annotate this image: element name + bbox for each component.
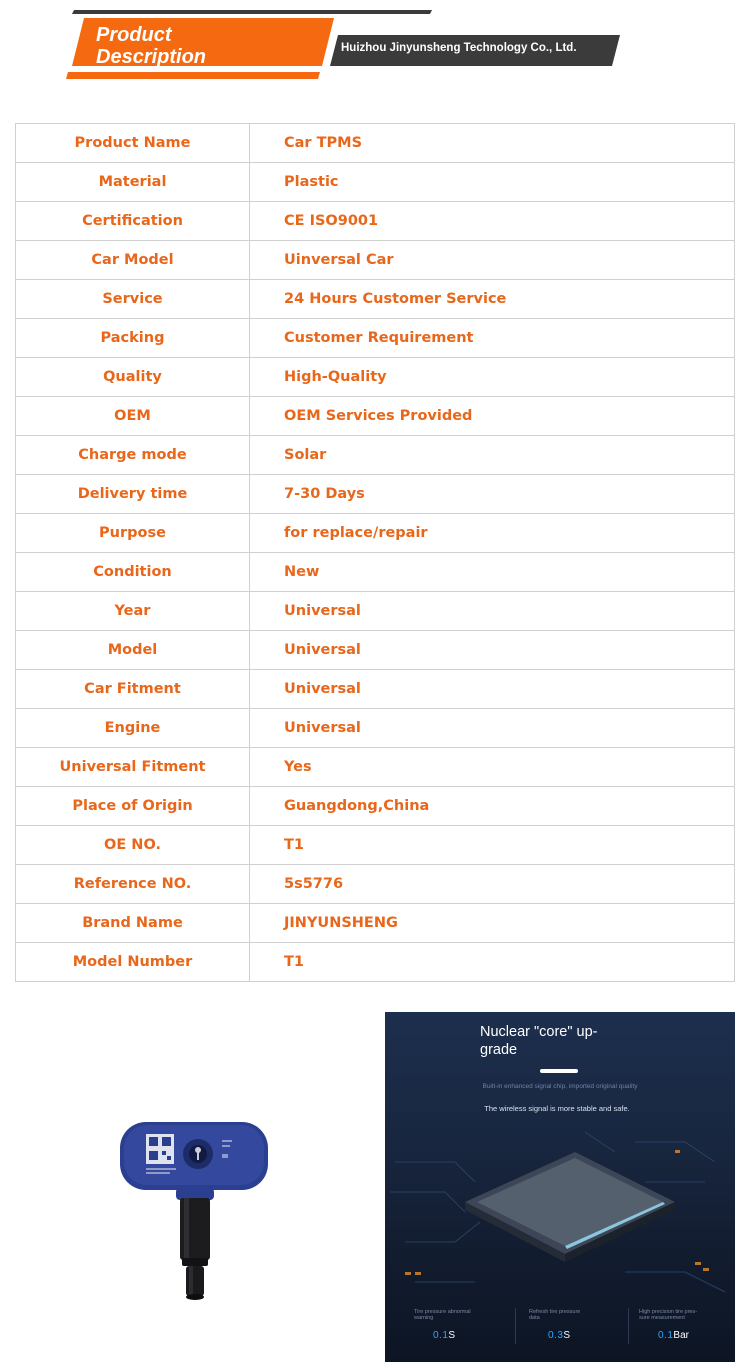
spec-table bbox=[15, 123, 735, 982]
spec-label: Reference NO. bbox=[16, 865, 250, 904]
table-row bbox=[16, 163, 735, 202]
spec-value: Plastic bbox=[250, 163, 735, 202]
stat-value bbox=[433, 1330, 455, 1341]
spec-value: Universal bbox=[250, 670, 735, 709]
stat-label-line1: Refresh tire pressure bbox=[529, 1309, 581, 1315]
spec-label: Charge mode bbox=[16, 436, 250, 475]
spec-label: Purpose bbox=[16, 514, 250, 553]
table-row bbox=[16, 592, 735, 631]
stat-label bbox=[639, 1309, 719, 1321]
stat-unit: S bbox=[448, 1330, 456, 1341]
table-row bbox=[16, 358, 735, 397]
table-row bbox=[16, 748, 735, 787]
stat-value bbox=[658, 1330, 689, 1341]
title-underline bbox=[540, 1069, 578, 1073]
spec-value: for replace/repair bbox=[250, 514, 735, 553]
table-row bbox=[16, 670, 735, 709]
table-row bbox=[16, 241, 735, 280]
table-row bbox=[16, 787, 735, 826]
spec-label: Car Fitment bbox=[16, 670, 250, 709]
page-title-line1: Product bbox=[96, 24, 172, 46]
promo-tagline: The wireless signal is more stable and safe. bbox=[484, 1104, 630, 1113]
spec-label: Universal Fitment bbox=[16, 748, 250, 787]
promo-title bbox=[480, 1023, 650, 1059]
table-row bbox=[16, 280, 735, 319]
spec-label: Model Number bbox=[16, 943, 250, 982]
spec-label: Year bbox=[16, 592, 250, 631]
spec-value: New bbox=[250, 553, 735, 592]
table-row bbox=[16, 124, 735, 163]
page-title bbox=[96, 24, 316, 68]
spec-label: Model bbox=[16, 631, 250, 670]
spec-label: Delivery time bbox=[16, 475, 250, 514]
stat-value bbox=[548, 1330, 570, 1341]
spec-value: Car TPMS bbox=[250, 124, 735, 163]
spec-label: Product Name bbox=[16, 124, 250, 163]
table-row bbox=[16, 943, 735, 982]
table-row bbox=[16, 709, 735, 748]
spec-label: OE NO. bbox=[16, 826, 250, 865]
table-row bbox=[16, 514, 735, 553]
spec-value: JINYUNSHENG bbox=[250, 904, 735, 943]
spec-value: Universal bbox=[250, 592, 735, 631]
spec-value: Universal bbox=[250, 709, 735, 748]
spec-value: CE ISO9001 bbox=[250, 202, 735, 241]
page-title-line2: Description bbox=[96, 46, 207, 68]
stat-unit: S bbox=[563, 1330, 571, 1341]
spec-value: 7-30 Days bbox=[250, 475, 735, 514]
spec-label: Condition bbox=[16, 553, 250, 592]
promo-title-line1: Nuclear "core" up- bbox=[480, 1024, 598, 1040]
spec-label: OEM bbox=[16, 397, 250, 436]
spec-label: Place of Origin bbox=[16, 787, 250, 826]
spec-label: Service bbox=[16, 280, 250, 319]
spec-value: Universal bbox=[250, 631, 735, 670]
table-row bbox=[16, 904, 735, 943]
stat-label-line2: data bbox=[529, 1315, 540, 1321]
spec-value: OEM Services Provided bbox=[250, 397, 735, 436]
table-row bbox=[16, 202, 735, 241]
table-row bbox=[16, 475, 735, 514]
spec-label: Quality bbox=[16, 358, 250, 397]
stat-divider bbox=[628, 1308, 629, 1344]
spec-value: 5s5776 bbox=[250, 865, 735, 904]
spec-value: T1 bbox=[250, 943, 735, 982]
spec-value: T1 bbox=[250, 826, 735, 865]
stat-number: 0.1 bbox=[433, 1330, 449, 1341]
table-row bbox=[16, 826, 735, 865]
table-row bbox=[16, 865, 735, 904]
spec-value: Customer Requirement bbox=[250, 319, 735, 358]
stat-label bbox=[529, 1309, 609, 1321]
company-name: Huizhou Jinyunsheng Technology Co., Ltd. bbox=[341, 42, 577, 54]
spec-label: Engine bbox=[16, 709, 250, 748]
spec-label: Car Model bbox=[16, 241, 250, 280]
table-row bbox=[16, 397, 735, 436]
stat-divider bbox=[515, 1308, 516, 1344]
table-row bbox=[16, 553, 735, 592]
spec-value: 24 Hours Customer Service bbox=[250, 280, 735, 319]
stat-label bbox=[414, 1309, 494, 1321]
table-row bbox=[16, 631, 735, 670]
tpms-sensor-icon bbox=[110, 1110, 280, 1310]
spec-value: Yes bbox=[250, 748, 735, 787]
spec-value: High-Quality bbox=[250, 358, 735, 397]
product-image bbox=[110, 1110, 280, 1310]
chip-illustration-icon bbox=[385, 1122, 735, 1302]
promo-subtitle: Built-in enhanced signal chip, imported original quality bbox=[482, 1083, 638, 1090]
promo-panel bbox=[385, 1012, 735, 1362]
stat-label-line2: sure measurement bbox=[639, 1315, 685, 1321]
header-banner bbox=[0, 0, 750, 90]
promo-title-line2: grade bbox=[480, 1042, 518, 1058]
stat-number: 0.1 bbox=[658, 1330, 674, 1341]
table-row bbox=[16, 436, 735, 475]
spec-label: Packing bbox=[16, 319, 250, 358]
stat-number: 0.3 bbox=[548, 1330, 564, 1341]
stat-unit: Bar bbox=[673, 1330, 689, 1341]
stat-label-line1: Tire pressure abnormal bbox=[414, 1309, 471, 1315]
spec-label: Brand Name bbox=[16, 904, 250, 943]
spec-value: Solar bbox=[250, 436, 735, 475]
spec-value: Uinversal Car bbox=[250, 241, 735, 280]
spec-label: Material bbox=[16, 163, 250, 202]
stat-label-line2: warning bbox=[414, 1315, 434, 1321]
spec-label: Certification bbox=[16, 202, 250, 241]
spec-value: Guangdong,China bbox=[250, 787, 735, 826]
table-row bbox=[16, 319, 735, 358]
stat-label-line1: High precision tire pres- bbox=[639, 1309, 698, 1315]
